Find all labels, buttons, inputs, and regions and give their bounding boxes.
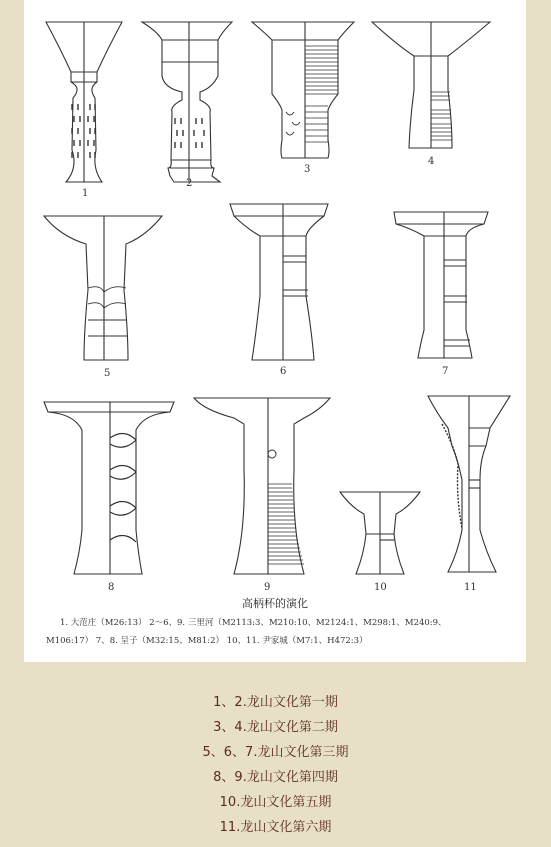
figure-title: 高柄杯的演化 <box>242 597 308 610</box>
vessel-1 <box>46 22 122 182</box>
vessel-3 <box>252 22 354 158</box>
label-7: 7 <box>442 366 449 377</box>
label-6: 6 <box>280 366 287 377</box>
period-item: 3、4.龙山文化第二期 <box>213 720 338 735</box>
label-2: 2 <box>186 178 193 189</box>
period-item: 1、2.龙山文化第一期 <box>213 695 338 710</box>
vessel-10 <box>340 492 420 574</box>
vessel-2 <box>142 22 232 182</box>
period-list <box>0 690 551 840</box>
vessel-11 <box>428 396 510 572</box>
period-item: 10.龙山文化第五期 <box>219 795 332 810</box>
vessel-9 <box>194 398 330 574</box>
label-4: 4 <box>428 156 435 167</box>
figure-caption-line-2: M106:17） 7、8. 呈子（M32:15、M81:2） 10、11. 尹家城（M7:1、H472:3） <box>46 636 368 646</box>
label-9: 9 <box>264 582 271 593</box>
figure-plate <box>24 0 526 662</box>
goblet-drawings <box>24 0 526 662</box>
label-5: 5 <box>104 368 111 379</box>
period-item: 11.龙山文化第六期 <box>219 820 332 835</box>
vessel-8 <box>44 402 174 574</box>
label-8: 8 <box>108 582 115 593</box>
vessel-6 <box>230 204 328 360</box>
period-item: 5、6、7.龙山文化第三期 <box>202 745 349 760</box>
label-1: 1 <box>82 188 89 199</box>
vessel-4 <box>372 22 490 148</box>
figure-caption-line-1: 1. 大范庄（M26:13） 2～6、9. 三里河（M2113:3、M210:10、M2124:1、M298:1、M240:9、 <box>60 618 447 628</box>
vessel-5 <box>44 216 162 360</box>
vessel-7 <box>394 212 488 358</box>
label-11: 11 <box>464 582 477 593</box>
period-item: 8、9.龙山文化第四期 <box>213 770 338 785</box>
label-3: 3 <box>304 164 311 175</box>
label-10: 10 <box>374 582 387 593</box>
